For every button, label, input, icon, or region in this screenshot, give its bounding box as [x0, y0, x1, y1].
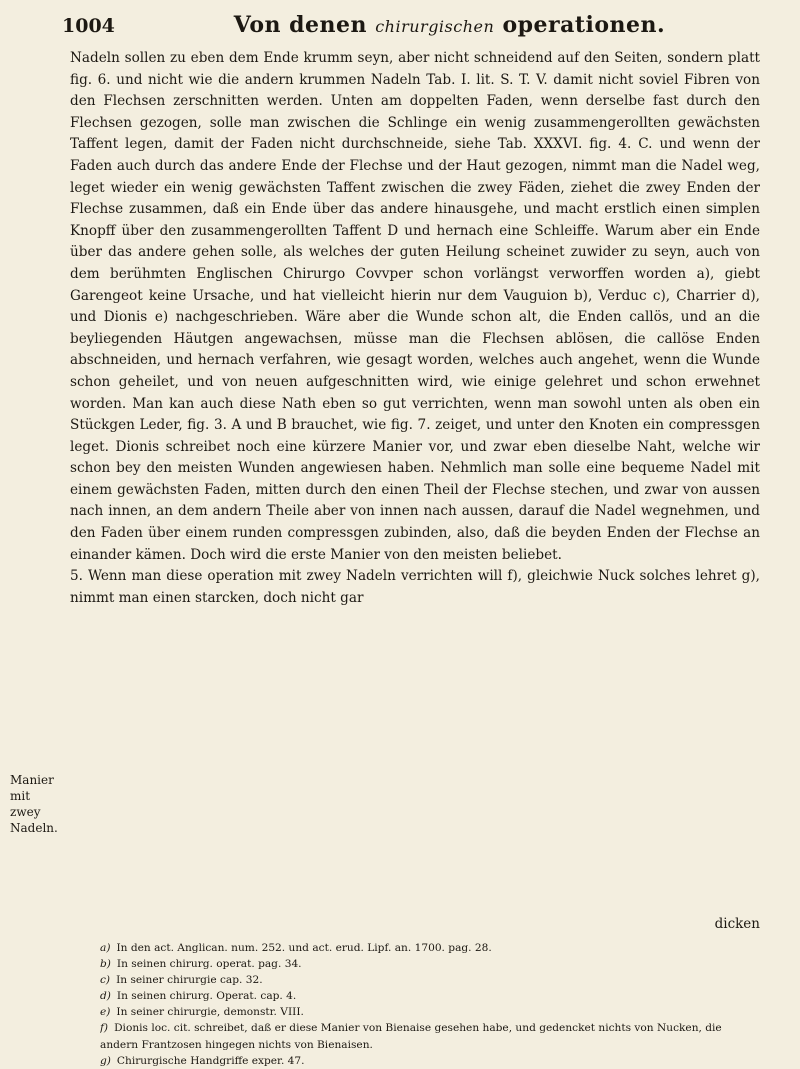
footnote-label: g)	[100, 1054, 111, 1067]
footnote-label: c)	[100, 974, 111, 987]
footnote	[100, 956, 760, 972]
footnote-text: In seiner chirurgie cap. 32.	[116, 974, 263, 987]
footnote-text: In seiner chirurgie, demonstr. VIII.	[116, 1006, 304, 1019]
footnote-label: a)	[100, 942, 111, 954]
catchword: dicken	[714, 916, 760, 932]
margin-note: Manier mit zwey Nadeln.	[10, 773, 58, 835]
footnote	[100, 988, 760, 1004]
footnote	[100, 1020, 760, 1052]
footnote-text: In seinen chirurg. operat. pag. 34.	[116, 958, 302, 971]
page-number: 1004	[62, 15, 115, 37]
running-title-main: Von denen	[233, 12, 368, 38]
footnote-label: b)	[100, 958, 111, 971]
footnote-label: f)	[100, 1022, 109, 1035]
running-title-italic: chirurgischen	[375, 17, 495, 36]
footnote	[100, 940, 760, 956]
running-title-end: operationen.	[502, 12, 666, 38]
footnote-label: d)	[100, 990, 111, 1003]
footnote-text: In seinen chirurg. Operat. cap. 4.	[116, 990, 297, 1003]
page-header	[62, 12, 767, 46]
paragraph-1: Nadeln sollen zu eben dem Ende krumm seyn, aber nicht schneidend auf den Seiten, sondern platt fig. 6. und nicht wie die andern krummen Nadeln Tab. I. lit. S. T. V. damit nicht soviel Fibren von den Flechsen zerschnitten werden. Unten am doppelten Faden, wenn derselbe fast durch den Flechsen gezogen, solle man zwischen die Schlinge ein wenig zusammengerollten gewächsten Taffent legen, damit der Faden nicht durchschneide, siehe Tab. XXXVI. fig. 4. C. und wenn der Faden auch durch das andere Ende der Flechse und der Haut gezogen, nimmt man die Nadel weg, leget wieder ein wenig gewächsten Taffent zwischen die zwey Fäden, ziehet die zwey Enden der Flechse zusammen, daß ein Ende über das andere hinausgehe, und macht erstlich einen simplen Knopff über den zusammengerollten Taffent D und hernach eine Schleiffe. Warum aber ein Ende über das andere gehen solle, als welches der guten Heilung scheinet zuwider zu seyn, auch von dem berühmten Englischen Chirurgo Covvper schon vorlängst verworffen worden a), giebt Garengeot keine Ursache, und hat vielleicht hierin nur dem Vauguion b), Verduc c), Charrier d), und Dionis e) nachgeschrieben. Wäre aber die Wunde schon alt, die Enden callös, und an die beyliegenden Häutgen angewachsen, müsse man die Flechsen ablösen, die callöse Enden abschneiden, und hernach verfahren, wie gesagt worden, welches auch angehet, wenn die Wunde schon geheilet, und von neuen aufgeschnitten wird, wie einige gelehret und schon erwehnet worden. Man kan auch diese Nath eben so gut verrichten, wenn man sowohl unten als oben ein Stückgen Leder, fig. 3. A und B brauchet, wie fig. 7. zeiget, und unter den Knoten ein compressgen leget. Dionis schreibet noch eine kürzere Manier vor, und zwar eben dieselbe Naht, welche wir schon bey den meisten Wunden angewiesen haben. Nehmlich man solle eine bequeme Nadel mit einem gewächsten Faden, mitten durch den einen Theil der Flechse stechen, und zwar von aussen nach innen, an dem andern Theile aber von innen nach aussen, darauf die Nadel wegnehmen, und den Faden über einem runden compressgen zubinden, also, daß die beyden Enden der Flechse an einander kämen. Doch wird die erste Manier von den meisten beliebet.	[70, 50, 760, 563]
running-title	[132, 12, 767, 38]
footnote	[100, 1004, 760, 1020]
footnote-text: In den act. Anglican. num. 252. und act. erud. Lipf. an. 1700. pag. 28.	[116, 942, 492, 954]
footnotes	[100, 940, 760, 1069]
main-text	[70, 48, 760, 609]
footnote	[100, 1053, 760, 1069]
paragraph-2: 5. Wenn man diese operation mit zwey Nadeln verrichten will f), gleichwie Nuck solches lehret g), nimmt man einen starcken, doch nicht gar	[70, 568, 760, 606]
footnote	[100, 972, 760, 988]
footnote-text: Chirurgische Handgriffe exper. 47.	[116, 1054, 305, 1067]
footnote-label: e)	[100, 1006, 111, 1019]
footnote-text: Dionis loc. cit. schreibet, daß er diese Manier von Bienaise gesehen habe, und gedencket nichts von Nucken, die andern Frantzosen hingegen nichts von Bienaisen.	[100, 1022, 722, 1051]
